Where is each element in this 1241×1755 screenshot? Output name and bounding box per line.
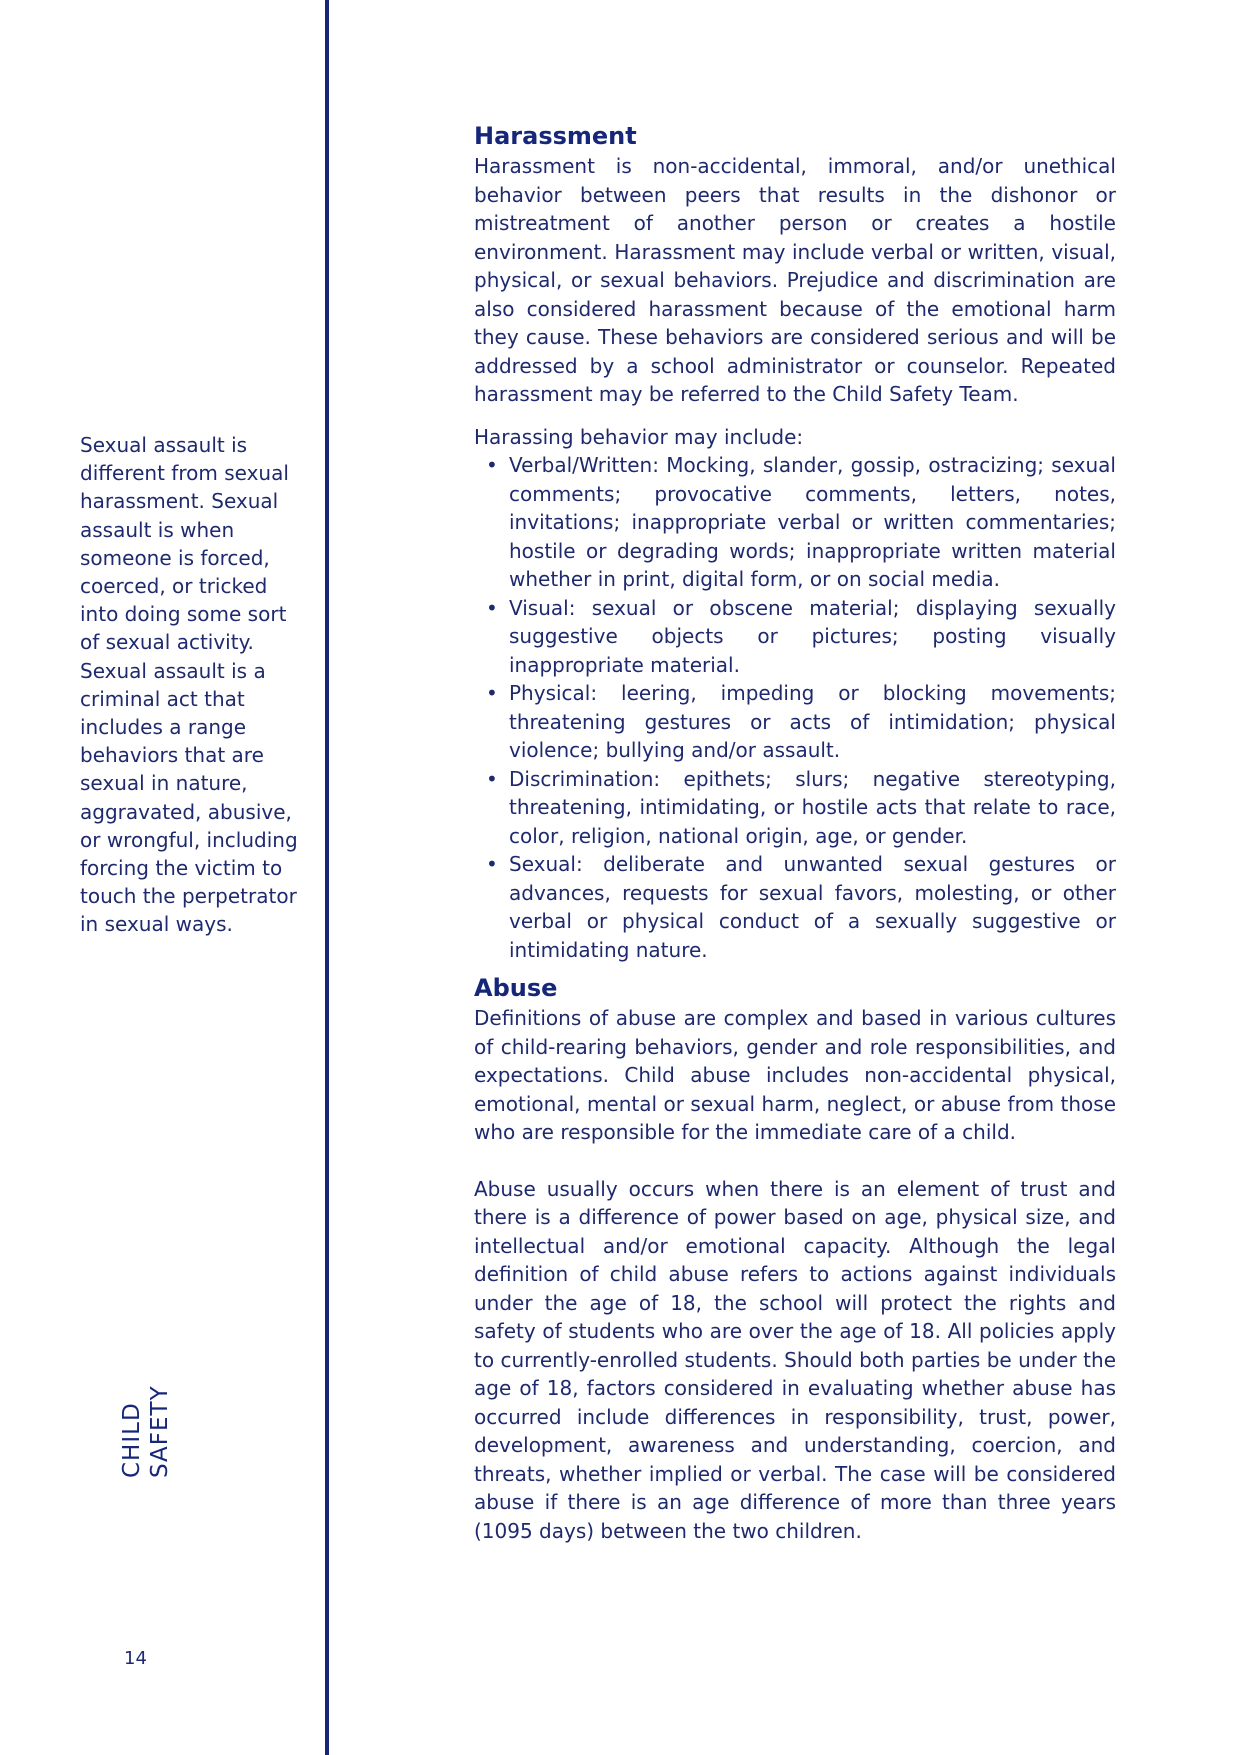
harassment-list bbox=[474, 451, 1116, 964]
list-item: • Physical: leering, impeding or blocking movements; threatening gestures or acts of intimidation; physical violence; bullying and/or assault. bbox=[474, 679, 1116, 765]
sidenote bbox=[80, 431, 300, 939]
list-item: • Discrimination: epithets; slurs; negative stereotyping, threatening, intimidating, or hostile acts that relate to race, color, religion, national origin, age, or gender. bbox=[474, 765, 1116, 851]
harassment-heading: Harassment bbox=[474, 122, 637, 150]
section-label-line1: CHILD bbox=[119, 1402, 145, 1478]
section-label bbox=[118, 1385, 174, 1478]
sidenote-text: Sexual assault is different from sexual harassment. Sexual assault is when someone is forced, coerced, or tricked into doing some sort of sexual activity. Sexual assault is a criminal act that includes a range behaviors that are sexual in nature, aggravated, abusive, or wrongful, including forcing the victim to touch the perpetrator in sexual ways. bbox=[80, 433, 298, 937]
harassment-paragraph: Harassment is non-accidental, immoral, and/or unethical behavior between peers that results in the dishonor or mistreatment of another person or creates a hostile environment. Harassment may include verbal or written, visual, physical, or sexual behaviors. Prejudice and discrimination are also considered harassment because of the emotional harm they cause. These behaviors are considered serious and will be addressed by a school administrator or counselor. Repeated harassment may be referred to the Child Safety Team. bbox=[474, 154, 1116, 406]
page-number: 14 bbox=[124, 1648, 147, 1669]
list-item: • Verbal/Written: Mocking, slander, gossip, ostracizing; sexual comments; provocative comments, letters, notes, invitations; inappropriate verbal or written commentaries; hostile or degrading words; inappropriate written material whether in print, digital form, or on social media. bbox=[474, 451, 1116, 594]
list-item: • Sexual: deliberate and unwanted sexual gestures or advances, requests for sexual favors, molesting, or other verbal or physical conduct of a sexually suggestive or intimidating nature. bbox=[474, 850, 1116, 964]
harassment-list-intro: Harassing behavior may include: bbox=[474, 424, 804, 449]
list-item: • Visual: sexual or obscene material; displaying sexually suggestive objects or pictures; posting visually inappropriate material. bbox=[474, 594, 1116, 680]
abuse-heading: Abuse bbox=[474, 974, 558, 1002]
abuse-paragraph-2: Abuse usually occurs when there is an element of trust and there is a difference of power based on age, physical size, and intellectual and/or emotional capacity. Although the legal definition of child abuse refers to actions against individuals under the age of 18, the school will protect the rights and safety of students who are over the age of 18. All policies apply to currently-enrolled students. Should both parties be under the age of 18, factors considered in evaluating whether abuse has occurred include differences in responsibility, trust, power, development, awareness and understanding, coercion, and threats, whether implied or verbal. The case will be considered abuse if there is an age difference of more than three years (1095 days) between the two children. bbox=[474, 1176, 1116, 1543]
section-label-line2: SAFETY bbox=[147, 1385, 173, 1478]
abuse-paragraph-1: Definitions of abuse are complex and based in various cultures of child-rearing behaviors, gender and role responsibilities, and expectations. Child abuse includes non-accidental physical, emotional, mental or sexual harm, neglect, or abuse from those who are responsible for the immediate care of a child. bbox=[474, 1006, 1116, 1144]
main-content bbox=[474, 120, 1116, 1545]
vertical-divider bbox=[325, 0, 329, 1755]
